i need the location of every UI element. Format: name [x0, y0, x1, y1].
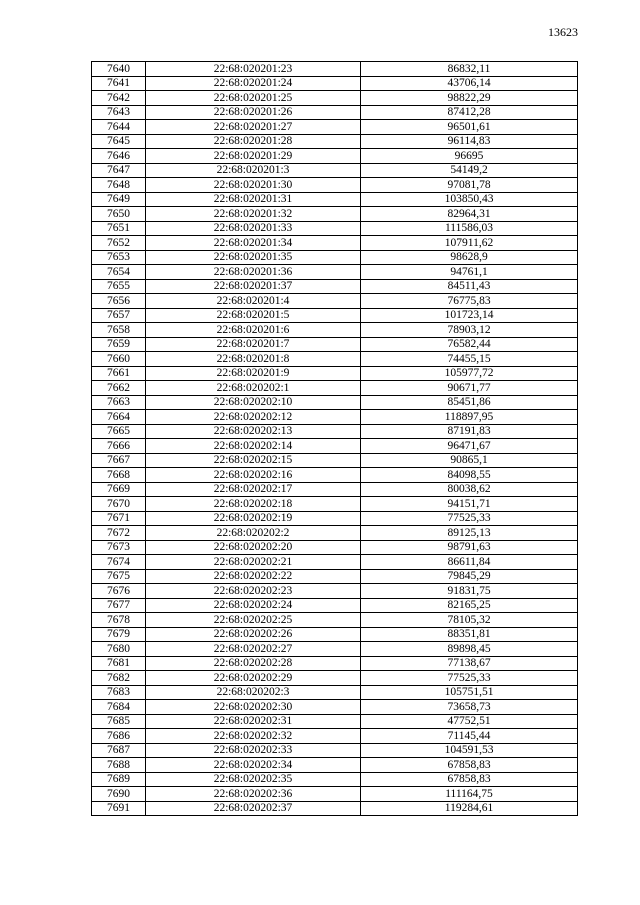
value-cell: 85451,86 — [361, 395, 578, 410]
cadastral-number-cell: 22:68:020202:20 — [146, 540, 361, 555]
cadastral-number-cell: 22:68:020202:36 — [146, 787, 361, 802]
cadastral-number-cell: 22:68:020201:4 — [146, 294, 361, 309]
cadastral-number-cell: 22:68:020202:30 — [146, 700, 361, 715]
value-cell: 87191,83 — [361, 424, 578, 439]
value-cell: 98628,9 — [361, 250, 578, 265]
value-cell: 103850,43 — [361, 192, 578, 207]
table-row — [92, 323, 578, 338]
row-number-cell: 7685 — [92, 714, 146, 729]
row-number-cell: 7650 — [92, 207, 146, 222]
cadastral-value-table — [91, 61, 578, 816]
row-number-cell: 7654 — [92, 265, 146, 280]
cadastral-number-cell: 22:68:020201:37 — [146, 279, 361, 294]
row-number-cell: 7679 — [92, 627, 146, 642]
value-cell: 77525,33 — [361, 511, 578, 526]
table-row — [92, 497, 578, 512]
row-number-cell: 7673 — [92, 540, 146, 555]
value-cell: 54149,2 — [361, 163, 578, 178]
cadastral-number-cell: 22:68:020202:25 — [146, 613, 361, 628]
row-number-cell: 7663 — [92, 395, 146, 410]
cadastral-number-cell: 22:68:020201:34 — [146, 236, 361, 251]
table-row — [92, 236, 578, 251]
row-number-cell: 7683 — [92, 685, 146, 700]
table-row — [92, 62, 578, 77]
value-cell: 90865,1 — [361, 453, 578, 468]
table-row — [92, 207, 578, 222]
page-number: 13623 — [548, 25, 578, 39]
row-number-cell: 7672 — [92, 526, 146, 541]
table-row — [92, 91, 578, 106]
cadastral-number-cell: 22:68:020202:1 — [146, 381, 361, 396]
value-cell: 67858,83 — [361, 772, 578, 787]
value-cell: 84098,55 — [361, 468, 578, 483]
value-cell: 94761,1 — [361, 265, 578, 280]
value-cell: 89125,13 — [361, 526, 578, 541]
row-number-cell: 7678 — [92, 613, 146, 628]
table-row — [92, 526, 578, 541]
row-number-cell: 7644 — [92, 120, 146, 135]
row-number-cell: 7645 — [92, 134, 146, 149]
value-cell: 87412,28 — [361, 105, 578, 120]
value-cell: 96501,61 — [361, 120, 578, 135]
table-row — [92, 482, 578, 497]
cadastral-number-cell: 22:68:020202:18 — [146, 497, 361, 512]
cadastral-number-cell: 22:68:020201:29 — [146, 149, 361, 164]
table-row — [92, 700, 578, 715]
cadastral-number-cell: 22:68:020202:27 — [146, 642, 361, 657]
value-cell: 101723,14 — [361, 308, 578, 323]
cadastral-number-cell: 22:68:020202:33 — [146, 743, 361, 758]
table-row — [92, 163, 578, 178]
table-row — [92, 453, 578, 468]
cadastral-number-cell: 22:68:020202:37 — [146, 801, 361, 816]
table-row — [92, 120, 578, 135]
row-number-cell: 7668 — [92, 468, 146, 483]
cadastral-number-cell: 22:68:020201:30 — [146, 178, 361, 193]
value-cell: 82165,25 — [361, 598, 578, 613]
row-number-cell: 7653 — [92, 250, 146, 265]
row-number-cell: 7682 — [92, 671, 146, 686]
table-row — [92, 729, 578, 744]
table-row — [92, 221, 578, 236]
row-number-cell: 7641 — [92, 76, 146, 91]
cadastral-number-cell: 22:68:020202:31 — [146, 714, 361, 729]
row-number-cell: 7665 — [92, 424, 146, 439]
row-number-cell: 7681 — [92, 656, 146, 671]
value-cell: 98822,29 — [361, 91, 578, 106]
value-cell: 118897,95 — [361, 410, 578, 425]
table-row — [92, 149, 578, 164]
value-cell: 111586,03 — [361, 221, 578, 236]
table-row — [92, 134, 578, 149]
row-number-cell: 7646 — [92, 149, 146, 164]
row-number-cell: 7687 — [92, 743, 146, 758]
table-row — [92, 613, 578, 628]
row-number-cell: 7691 — [92, 801, 146, 816]
row-number-cell: 7688 — [92, 758, 146, 773]
table-row — [92, 540, 578, 555]
cadastral-number-cell: 22:68:020202:14 — [146, 439, 361, 454]
table-row — [92, 584, 578, 599]
cadastral-number-cell: 22:68:020202:35 — [146, 772, 361, 787]
row-number-cell: 7676 — [92, 584, 146, 599]
row-number-cell: 7659 — [92, 337, 146, 352]
cadastral-number-cell: 22:68:020201:36 — [146, 265, 361, 280]
row-number-cell: 7657 — [92, 308, 146, 323]
table-row — [92, 511, 578, 526]
row-number-cell: 7667 — [92, 453, 146, 468]
cadastral-number-cell: 22:68:020202:10 — [146, 395, 361, 410]
table-row — [92, 714, 578, 729]
row-number-cell: 7652 — [92, 236, 146, 251]
value-cell: 89898,45 — [361, 642, 578, 657]
value-cell: 80038,62 — [361, 482, 578, 497]
table-row — [92, 250, 578, 265]
cadastral-number-cell: 22:68:020201:9 — [146, 366, 361, 381]
row-number-cell: 7656 — [92, 294, 146, 309]
cadastral-number-cell: 22:68:020201:5 — [146, 308, 361, 323]
cadastral-number-cell: 22:68:020202:15 — [146, 453, 361, 468]
cadastral-number-cell: 22:68:020201:32 — [146, 207, 361, 222]
cadastral-number-cell: 22:68:020202:16 — [146, 468, 361, 483]
row-number-cell: 7680 — [92, 642, 146, 657]
cadastral-number-cell: 22:68:020202:32 — [146, 729, 361, 744]
cadastral-number-cell: 22:68:020202:23 — [146, 584, 361, 599]
value-cell: 76775,83 — [361, 294, 578, 309]
value-cell: 86832,11 — [361, 62, 578, 77]
table-row — [92, 178, 578, 193]
table-row — [92, 105, 578, 120]
table-row — [92, 395, 578, 410]
cadastral-number-cell: 22:68:020201:25 — [146, 91, 361, 106]
row-number-cell: 7662 — [92, 381, 146, 396]
value-cell: 74455,15 — [361, 352, 578, 367]
row-number-cell: 7675 — [92, 569, 146, 584]
table-row — [92, 352, 578, 367]
row-number-cell: 7649 — [92, 192, 146, 207]
value-cell: 77138,67 — [361, 656, 578, 671]
value-cell: 97081,78 — [361, 178, 578, 193]
table-row — [92, 758, 578, 773]
row-number-cell: 7671 — [92, 511, 146, 526]
table-row — [92, 685, 578, 700]
value-cell: 47752,51 — [361, 714, 578, 729]
table-row — [92, 671, 578, 686]
table-row — [92, 337, 578, 352]
value-cell: 90671,77 — [361, 381, 578, 396]
table-row — [92, 569, 578, 584]
value-cell: 107911,62 — [361, 236, 578, 251]
value-cell: 104591,53 — [361, 743, 578, 758]
value-cell: 73658,73 — [361, 700, 578, 715]
row-number-cell: 7648 — [92, 178, 146, 193]
cadastral-number-cell: 22:68:020201:8 — [146, 352, 361, 367]
value-cell: 96471,67 — [361, 439, 578, 454]
table-row — [92, 743, 578, 758]
value-cell: 43706,14 — [361, 76, 578, 91]
value-cell: 94151,71 — [361, 497, 578, 512]
table-row — [92, 787, 578, 802]
cadastral-number-cell: 22:68:020202:29 — [146, 671, 361, 686]
value-cell: 91831,75 — [361, 584, 578, 599]
cadastral-number-cell: 22:68:020201:35 — [146, 250, 361, 265]
table-row — [92, 801, 578, 816]
table-row — [92, 381, 578, 396]
table-row — [92, 627, 578, 642]
cadastral-number-cell: 22:68:020201:7 — [146, 337, 361, 352]
cadastral-number-cell: 22:68:020202:3 — [146, 685, 361, 700]
table-row — [92, 279, 578, 294]
row-number-cell: 7669 — [92, 482, 146, 497]
cadastral-number-cell: 22:68:020202:2 — [146, 526, 361, 541]
table-row — [92, 424, 578, 439]
cadastral-number-cell: 22:68:020201:24 — [146, 76, 361, 91]
row-number-cell: 7674 — [92, 555, 146, 570]
cadastral-number-cell: 22:68:020202:26 — [146, 627, 361, 642]
row-number-cell: 7640 — [92, 62, 146, 77]
row-number-cell: 7655 — [92, 279, 146, 294]
cadastral-number-cell: 22:68:020201:33 — [146, 221, 361, 236]
cadastral-number-cell: 22:68:020202:34 — [146, 758, 361, 773]
value-cell: 105977,72 — [361, 366, 578, 381]
table-row — [92, 76, 578, 91]
row-number-cell: 7647 — [92, 163, 146, 178]
row-number-cell: 7689 — [92, 772, 146, 787]
cadastral-number-cell: 22:68:020202:12 — [146, 410, 361, 425]
cadastral-number-cell: 22:68:020202:22 — [146, 569, 361, 584]
cadastral-number-cell: 22:68:020202:21 — [146, 555, 361, 570]
row-number-cell: 7670 — [92, 497, 146, 512]
value-cell: 82964,31 — [361, 207, 578, 222]
cadastral-number-cell: 22:68:020202:17 — [146, 482, 361, 497]
cadastral-number-cell: 22:68:020201:3 — [146, 163, 361, 178]
value-cell: 84511,43 — [361, 279, 578, 294]
value-cell: 98791,63 — [361, 540, 578, 555]
cadastral-number-cell: 22:68:020202:19 — [146, 511, 361, 526]
row-number-cell: 7677 — [92, 598, 146, 613]
table-row — [92, 294, 578, 309]
value-cell: 96695 — [361, 149, 578, 164]
table-row — [92, 439, 578, 454]
row-number-cell: 7661 — [92, 366, 146, 381]
cadastral-number-cell: 22:68:020201:26 — [146, 105, 361, 120]
cadastral-number-cell: 22:68:020201:28 — [146, 134, 361, 149]
cadastral-number-cell: 22:68:020201:31 — [146, 192, 361, 207]
row-number-cell: 7642 — [92, 91, 146, 106]
cadastral-number-cell: 22:68:020201:27 — [146, 120, 361, 135]
value-cell: 119284,61 — [361, 801, 578, 816]
table-row — [92, 410, 578, 425]
value-cell: 111164,75 — [361, 787, 578, 802]
value-cell: 96114,83 — [361, 134, 578, 149]
cadastral-number-cell: 22:68:020201:23 — [146, 62, 361, 77]
row-number-cell: 7660 — [92, 352, 146, 367]
row-number-cell: 7690 — [92, 787, 146, 802]
table-row — [92, 598, 578, 613]
value-cell: 86611,84 — [361, 555, 578, 570]
cadastral-number-cell: 22:68:020202:28 — [146, 656, 361, 671]
value-cell: 79845,29 — [361, 569, 578, 584]
cadastral-number-cell: 22:68:020201:6 — [146, 323, 361, 338]
table-body — [92, 62, 578, 816]
table-row — [92, 265, 578, 280]
table-row — [92, 656, 578, 671]
row-number-cell: 7651 — [92, 221, 146, 236]
table-row — [92, 366, 578, 381]
row-number-cell: 7664 — [92, 410, 146, 425]
value-cell: 88351,81 — [361, 627, 578, 642]
cadastral-number-cell: 22:68:020202:13 — [146, 424, 361, 439]
table-row — [92, 192, 578, 207]
row-number-cell: 7658 — [92, 323, 146, 338]
value-cell: 76582,44 — [361, 337, 578, 352]
value-cell: 77525,33 — [361, 671, 578, 686]
row-number-cell: 7643 — [92, 105, 146, 120]
value-cell: 78105,32 — [361, 613, 578, 628]
value-cell: 67858,83 — [361, 758, 578, 773]
table-row — [92, 642, 578, 657]
row-number-cell: 7666 — [92, 439, 146, 454]
row-number-cell: 7684 — [92, 700, 146, 715]
value-cell: 71145,44 — [361, 729, 578, 744]
value-cell: 105751,51 — [361, 685, 578, 700]
value-cell: 78903,12 — [361, 323, 578, 338]
table-row — [92, 468, 578, 483]
row-number-cell: 7686 — [92, 729, 146, 744]
table-row — [92, 555, 578, 570]
table-row — [92, 308, 578, 323]
table-row — [92, 772, 578, 787]
cadastral-number-cell: 22:68:020202:24 — [146, 598, 361, 613]
